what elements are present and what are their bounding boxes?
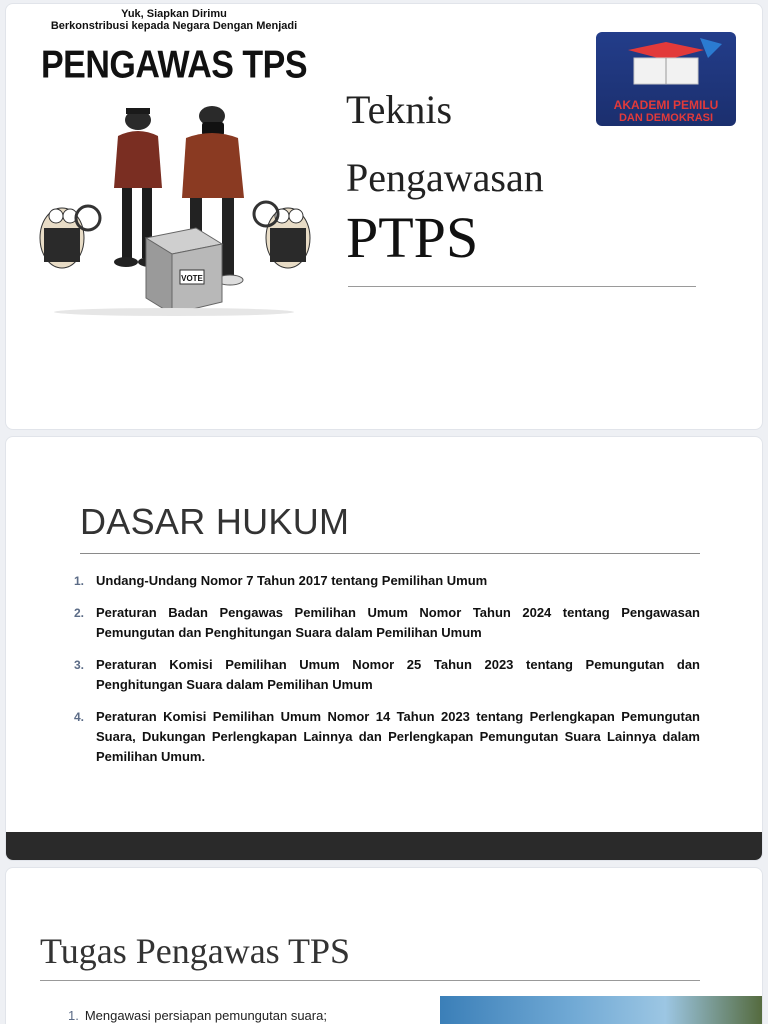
logo [596,32,736,126]
list-item [68,1008,327,1023]
slide-title [6,4,762,429]
list-item [74,603,700,643]
logo-text-line-2: DAN DEMOKRASI [618,112,714,124]
slide-photo [440,996,762,1024]
slide-dasar-hukum [6,437,762,860]
title-line-3: PTPS [346,205,479,270]
list-item-number: 1. [74,574,85,588]
poster-tagline-2: Berkonstribusi kepada Negara Dengan Menjadi [50,20,298,32]
list-item-text: Undang-Undang Nomor 7 Tahun 2017 tentang Pemilihan Umum [96,573,488,588]
slide-tugas-pengawas [6,868,762,1024]
list-item-number: 3. [74,658,85,672]
logo-text-line-1: AKADEMI PEMILU [613,98,719,112]
poster-title: PENGAWAS TPS [40,43,308,87]
poster-illustration [26,88,322,316]
poster-tagline-1: Yuk, Siapkan Dirimu [121,8,227,20]
list-item-text: Mengawasi persiapan pemungutan suara; [84,1008,327,1023]
ballot-box-label: VOTE [181,274,203,283]
slide-title: Tugas Pengawas TPS [40,931,351,971]
list-item-text: Peraturan Komisi Pemilihan Umum Nomor 14 Tahun 2023 tentang Perlengkapan Pemungutan Suara, Dukungan Perlengkapan Lainnya dan Perlengkapan Pemungutan Suara Lainnya dalam Pemilihan Umum. [96,709,700,764]
slide-footer-band [6,832,762,860]
poster-image [26,8,322,316]
list-item-number: 2. [74,606,85,620]
list-item [74,571,700,591]
list-item [74,655,700,695]
list-item-text: Peraturan Komisi Pemilihan Umum Nomor 25 Tahun 2023 tentang Pemungutan dan Penghitungan Suara dalam Pemilihan Umum [96,657,700,692]
legal-basis-list [74,571,700,779]
list-item-text: Peraturan Badan Pengawas Pemilihan Umum Nomor Tahun 2024 tentang Pengawasan Pemungutan dan Penghitungan Suara dalam Pemilihan Umum [96,605,700,640]
title-line-2: Pengawasan [346,155,544,200]
book-logo-icon [596,32,736,98]
slide-title: DASAR HUKUM [80,501,350,542]
title-divider [80,553,700,554]
title-divider [348,286,696,287]
list-item-number: 4. [74,710,85,724]
title-divider [40,980,700,981]
list-item [74,707,700,767]
title-line-1: Teknis [346,87,453,132]
list-item-number: 1. [68,1008,79,1023]
